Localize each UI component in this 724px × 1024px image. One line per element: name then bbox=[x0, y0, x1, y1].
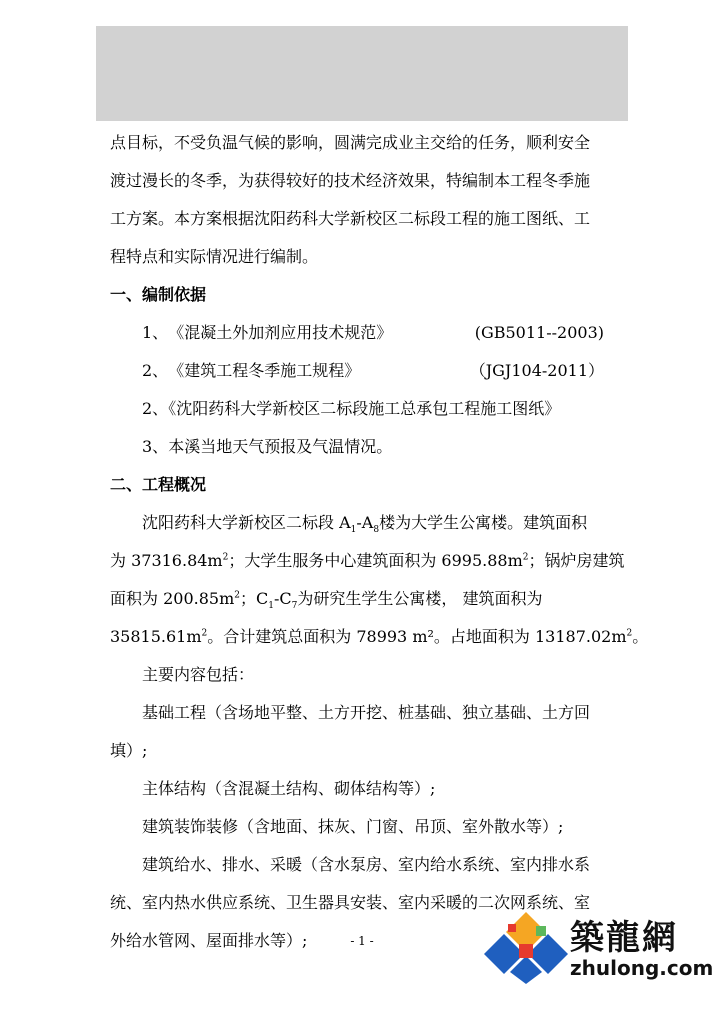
reference-item-4 bbox=[110, 428, 620, 466]
overview-line-3 bbox=[110, 580, 620, 618]
text-run: 沈阳药科大学新校区二标段 A bbox=[142, 513, 351, 532]
main-content-label: 主要内容包括： bbox=[142, 665, 255, 684]
reference-num: 1、 bbox=[142, 323, 169, 342]
foundation-line-2: 填）; bbox=[110, 741, 148, 760]
superscript: 2 bbox=[626, 628, 633, 639]
zhulong-logo-icon bbox=[486, 908, 566, 984]
text-run: ；C bbox=[239, 589, 269, 608]
reference-num: 2、 bbox=[142, 399, 169, 418]
logo-domain-text: zhulong.com bbox=[570, 956, 714, 980]
subscript: 1 bbox=[350, 525, 357, 536]
plumbing-line-3: 外给水管网、屋面排水等）; bbox=[110, 931, 308, 950]
text-run: ；大学生服务中心建筑面积为 6995.88m bbox=[228, 551, 523, 570]
text-run: 为 37316.84m bbox=[110, 551, 223, 570]
reference-item-2 bbox=[110, 352, 620, 390]
text-run: -A bbox=[356, 513, 374, 532]
subscript: 8 bbox=[373, 525, 380, 536]
reference-title: 《建筑工程冬季施工规程》 bbox=[168, 361, 361, 380]
reference-title: 本溪当地天气预报及气温情况。 bbox=[168, 437, 393, 456]
structure-line: 主体结构（含混凝土结构、砌体结构等）; bbox=[142, 779, 436, 798]
intro-line-4: 程特点和实际情况进行编制。 bbox=[110, 247, 319, 266]
plumbing-line-2: 统、室内热水供应系统、卫生器具安装、室内采暖的二次网系统、室 bbox=[110, 893, 591, 912]
superscript: 2 bbox=[234, 590, 240, 601]
reference-num: 3、 bbox=[142, 437, 169, 456]
reference-num: 2、 bbox=[142, 361, 169, 380]
header-gray-band bbox=[96, 26, 628, 121]
subscript: 7 bbox=[291, 601, 298, 612]
intro-line-3: 工方案。本方案根据沈阳药科大学新校区二标段工程的施工图纸、工 bbox=[110, 209, 591, 228]
reference-standard: （JGJ104-2011） bbox=[469, 361, 604, 380]
text-run: -C bbox=[273, 589, 292, 608]
intro-line-2: 渡过漫长的冬季，为获得较好的技术经济效果，特编制本工程冬季施 bbox=[110, 171, 591, 190]
overview-line-4 bbox=[110, 618, 649, 656]
reference-item-3 bbox=[110, 390, 620, 428]
text-run: ；锅炉房建筑 bbox=[528, 551, 625, 570]
logo-chinese-text: 築龍網 bbox=[570, 918, 678, 958]
reference-title: 《混凝土外加剂应用技术规范》 bbox=[168, 323, 393, 342]
superscript: 2 bbox=[222, 552, 229, 563]
text-run: 面积为 200.85m bbox=[110, 589, 235, 608]
decoration-line: 建筑装饰装修（含地面、抹灰、门窗、吊顶、室外散水等）; bbox=[142, 817, 564, 836]
superscript: 2 bbox=[201, 628, 208, 639]
reference-title: 《沈阳药科大学新校区二标段施工总承包工程施工图纸》 bbox=[168, 399, 561, 418]
text-run: 。 bbox=[632, 627, 649, 646]
text-run: 35815.61m bbox=[110, 627, 202, 646]
plumbing-line-1: 建筑给水、排水、采暖（含水泵房、室内给水系统、室内排水系 bbox=[142, 855, 591, 874]
section2-heading: 二、工程概况 bbox=[110, 475, 207, 494]
foundation-line-1: 基础工程（含场地平整、土方开挖、桩基础、独立基础、土方回 bbox=[142, 703, 591, 722]
reference-item-1 bbox=[110, 314, 620, 352]
text-run: 为研究生学生公寓楼， 建筑面积为 bbox=[297, 589, 543, 608]
text-run: 。合计建筑总面积为 78993 m²。占地面积为 13187.02m bbox=[207, 627, 627, 646]
overview-line-1 bbox=[110, 504, 620, 542]
reference-standard: (GB5011--2003) bbox=[474, 323, 604, 342]
text-run: 楼为大学生公寓楼。建筑面积 bbox=[379, 513, 588, 532]
subscript: 1 bbox=[268, 601, 274, 612]
overview-line-2 bbox=[110, 542, 625, 580]
intro-line-1: 点目标，不受负温气候的影响，圆满完成业主交给的任务，顺利安全 bbox=[110, 133, 591, 152]
section1-heading: 一、编制依据 bbox=[110, 285, 207, 304]
superscript: 2 bbox=[522, 552, 529, 563]
page-number: - 1 - bbox=[350, 934, 374, 948]
zhulong-logo bbox=[486, 908, 714, 984]
